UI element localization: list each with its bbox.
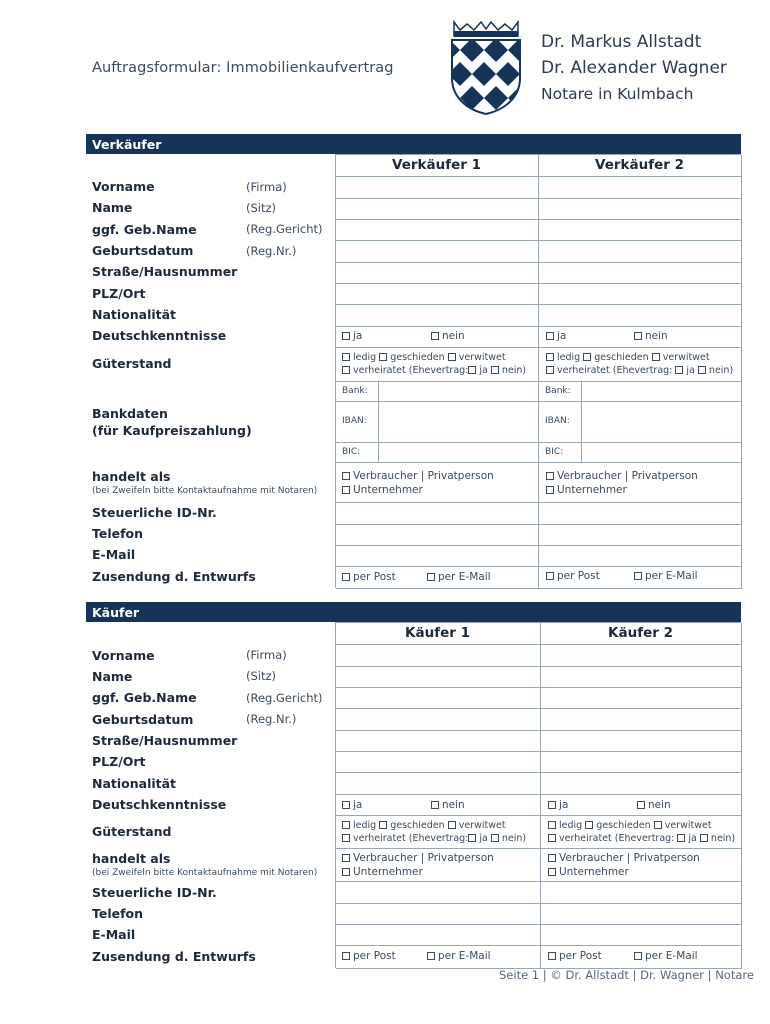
- seller1-bic-field[interactable]: [379, 443, 539, 463]
- s2-bank-label: Bank:: [545, 386, 571, 396]
- s1-gueterstand-row2[interactable]: verheiratet (Ehevertrag: ja nein): [342, 365, 526, 376]
- notary-name-1: Dr. Markus Allstadt: [541, 32, 702, 52]
- buyer-sub-regnr: (Reg.Nr.): [246, 712, 297, 726]
- label-telefon: Telefon: [92, 526, 144, 541]
- buyer2-gebname-field[interactable]: [541, 688, 742, 709]
- b1-post-checkbox[interactable]: per Post: [342, 950, 396, 962]
- seller2-vorname-field[interactable]: [539, 177, 742, 199]
- buyer1-strasse-field[interactable]: [336, 731, 541, 752]
- sub-reggericht: (Reg.Gericht): [246, 222, 323, 236]
- label-geburtsdatum: Geburtsdatum: [92, 243, 194, 258]
- page-footer: Seite 1 | © Dr. Allstadt | Dr. Wagner | Notare: [499, 968, 754, 982]
- s1-unternehmer-checkbox[interactable]: Unternehmer: [342, 484, 423, 496]
- b2-nein-checkbox[interactable]: nein: [637, 799, 671, 811]
- notary-location: Notare in Kulmbach: [541, 85, 694, 103]
- buyer-label-steuer: Steuerliche ID-Nr.: [92, 885, 217, 900]
- buyer2-name-field[interactable]: [541, 667, 742, 688]
- buyer2-email-field[interactable]: [541, 925, 742, 946]
- seller1-email-field[interactable]: [336, 546, 539, 567]
- seller2-iban-field[interactable]: [582, 402, 742, 443]
- seller2-gebname-field[interactable]: [539, 220, 742, 241]
- buyer-section-header: Käufer: [86, 602, 741, 622]
- buyer2-column-header: Käufer 2: [608, 625, 673, 641]
- buyer1-email-field[interactable]: [336, 925, 541, 946]
- s2-post-checkbox[interactable]: per Post: [546, 570, 600, 582]
- seller2-geburtsdatum-field[interactable]: [539, 241, 742, 263]
- s2-bic-label: BIC:: [545, 447, 564, 457]
- s1-bic-label: BIC:: [342, 447, 361, 457]
- buyer-note-handelt: (bei Zweifeln bitte Kontaktaufnahme mit Notaren): [92, 868, 318, 878]
- buyer-label-deutschkenntnisse: Deutschkenntnisse: [92, 797, 227, 812]
- seller2-strasse-field[interactable]: [539, 263, 742, 284]
- buyer-label-vorname: Vorname: [92, 648, 155, 663]
- buyer-sub-firma: (Firma): [246, 648, 287, 662]
- buyer1-name-field[interactable]: [336, 667, 541, 688]
- b2-unternehmer-checkbox[interactable]: Unternehmer: [548, 866, 629, 878]
- buyer1-gebname-field[interactable]: [336, 688, 541, 709]
- note-handelt: (bei Zweifeln bitte Kontaktaufnahme mit Notaren): [92, 486, 318, 496]
- seller2-telefon-field[interactable]: [539, 525, 742, 546]
- seller1-plz-field[interactable]: [336, 284, 539, 305]
- label-bankdaten: Bankdaten: [92, 406, 168, 421]
- seller1-column-header: Verkäufer 1: [391, 157, 481, 173]
- buyer-sub-sitz: (Sitz): [246, 669, 277, 683]
- b2-ja-checkbox[interactable]: ja: [548, 799, 568, 811]
- b1-unternehmer-checkbox[interactable]: Unternehmer: [342, 866, 423, 878]
- label-steuer: Steuerliche ID-Nr.: [92, 505, 217, 520]
- buyer-label-telefon: Telefon: [92, 906, 144, 921]
- b2-verbraucher-checkbox[interactable]: Verbraucher | Privatperson: [548, 852, 700, 864]
- seller1-nationalitaet-field[interactable]: [336, 305, 539, 327]
- buyer1-vorname-field[interactable]: [336, 645, 541, 667]
- buyer1-plz-field[interactable]: [336, 752, 541, 773]
- buyer-label-email: E-Mail: [92, 927, 136, 942]
- buyer-sub-reggericht: (Reg.Gericht): [246, 691, 323, 705]
- s2-ja-checkbox[interactable]: ja: [546, 330, 566, 342]
- buyer-label-handelt: handelt als: [92, 851, 171, 866]
- s1-nein-checkbox[interactable]: nein: [431, 330, 465, 342]
- buyer-label-gueterstand: Güterstand: [92, 824, 172, 839]
- seller2-plz-field[interactable]: [539, 284, 742, 305]
- sub-firma: (Firma): [246, 180, 287, 194]
- label-zusendung: Zusendung d. Entwurfs: [92, 569, 256, 584]
- label-deutschkenntnisse: Deutschkenntnisse: [92, 328, 227, 343]
- buyer-grid: [335, 622, 741, 968]
- label-gueterstand: Güterstand: [92, 356, 172, 371]
- form-title: Auftragsformular: Immobilienkaufvertrag: [92, 60, 394, 76]
- s1-post-checkbox[interactable]: per Post: [342, 571, 396, 583]
- label-gebname: ggf. Geb.Name: [92, 222, 197, 237]
- label-nationalitaet: Nationalität: [92, 307, 177, 322]
- seller2-bank-field[interactable]: [582, 382, 742, 402]
- seller2-nationalitaet-field[interactable]: [539, 305, 742, 327]
- buyer1-telefon-field[interactable]: [336, 904, 541, 925]
- label-email: E-Mail: [92, 547, 136, 562]
- seller1-gebname-field[interactable]: [336, 220, 539, 241]
- buyer2-plz-field[interactable]: [541, 752, 742, 773]
- buyer-label-gebname: ggf. Geb.Name: [92, 690, 197, 705]
- s1-ja-checkbox[interactable]: ja: [342, 330, 362, 342]
- buyer2-steuer-field[interactable]: [541, 882, 742, 904]
- b1-mail-checkbox[interactable]: per E-Mail: [427, 950, 491, 962]
- s1-mail-checkbox[interactable]: per E-Mail: [427, 571, 491, 583]
- s1-verbraucher-checkbox[interactable]: Verbraucher | Privatperson: [342, 470, 494, 482]
- seller1-steuer-field[interactable]: [336, 503, 539, 525]
- s1-iban-label: IBAN:: [342, 416, 367, 426]
- b2-post-checkbox[interactable]: per Post: [548, 950, 602, 962]
- label-name: Name: [92, 200, 133, 215]
- b2-mail-checkbox[interactable]: per E-Mail: [634, 950, 698, 962]
- seller2-steuer-field[interactable]: [539, 503, 742, 525]
- seller-section-header: Verkäufer: [86, 134, 741, 154]
- b2-gueterstand-row1[interactable]: ledig geschieden verwitwet: [548, 820, 712, 831]
- s1-gueterstand-row1[interactable]: ledig geschieden verwitwet: [342, 352, 506, 363]
- buyer1-geburtsdatum-field[interactable]: [336, 709, 541, 731]
- buyer2-strasse-field[interactable]: [541, 731, 742, 752]
- sub-sitz: (Sitz): [246, 201, 277, 215]
- buyer-label-geburtsdatum: Geburtsdatum: [92, 712, 194, 727]
- b1-verbraucher-checkbox[interactable]: Verbraucher | Privatperson: [342, 852, 494, 864]
- s2-nein-checkbox[interactable]: nein: [634, 330, 668, 342]
- buyer1-nationalitaet-field[interactable]: [336, 773, 541, 795]
- b1-gueterstand-row2[interactable]: verheiratet (Ehevertrag: ja nein): [342, 833, 526, 844]
- sub-regnr: (Reg.Nr.): [246, 244, 297, 258]
- label-handelt: handelt als: [92, 469, 171, 484]
- seller1-iban-field[interactable]: [379, 402, 539, 443]
- b1-ja-checkbox[interactable]: ja: [342, 799, 362, 811]
- b1-gueterstand-row1[interactable]: ledig geschieden verwitwet: [342, 820, 506, 831]
- seller1-telefon-field[interactable]: [336, 525, 539, 546]
- buyer-label-strasse: Straße/Hausnummer: [92, 733, 238, 748]
- seller1-vorname-field[interactable]: [336, 177, 539, 199]
- notary-names: [541, 29, 727, 107]
- seller2-email-field[interactable]: [539, 546, 742, 567]
- buyer1-column-header: Käufer 1: [405, 625, 470, 641]
- buyer-label-plz: PLZ/Ort: [92, 754, 146, 769]
- b2-gueterstand-row2[interactable]: verheiratet (Ehevertrag: ja nein): [548, 833, 735, 844]
- s2-unternehmer-checkbox[interactable]: Unternehmer: [546, 484, 627, 496]
- seller1-geburtsdatum-field[interactable]: [336, 241, 539, 263]
- label-plz: PLZ/Ort: [92, 286, 146, 301]
- seller2-column-header: Verkäufer 2: [594, 157, 684, 173]
- buyer2-geburtsdatum-field[interactable]: [541, 709, 742, 731]
- s1-bank-label: Bank:: [342, 386, 368, 396]
- label-strasse: Straße/Hausnummer: [92, 264, 238, 279]
- seller1-strasse-field[interactable]: [336, 263, 539, 284]
- label-vorname: Vorname: [92, 179, 155, 194]
- b1-nein-checkbox[interactable]: nein: [431, 799, 465, 811]
- buyer-label-zusendung: Zusendung d. Entwurfs: [92, 949, 256, 964]
- buyer-label-nationalitaet: Nationalität: [92, 776, 177, 791]
- s2-mail-checkbox[interactable]: per E-Mail: [634, 570, 698, 582]
- bavarian-lozenge-crest-icon: [448, 20, 524, 116]
- notary-name-2: Dr. Alexander Wagner: [541, 58, 727, 78]
- s2-verbraucher-checkbox[interactable]: Verbraucher | Privatperson: [546, 470, 698, 482]
- seller1-name-field[interactable]: [336, 199, 539, 220]
- seller2-name-field[interactable]: [539, 199, 742, 220]
- s2-iban-label: IBAN:: [545, 416, 570, 426]
- buyer2-nationalitaet-field[interactable]: [541, 773, 742, 795]
- label-bankdaten-sub: (für Kaufpreiszahlung): [92, 423, 252, 438]
- seller1-bank-field[interactable]: [379, 382, 539, 402]
- s2-gueterstand-row2[interactable]: verheiratet (Ehevertrag: ja nein): [546, 365, 733, 376]
- buyer2-vorname-field[interactable]: [541, 645, 742, 667]
- buyer2-telefon-field[interactable]: [541, 904, 742, 925]
- buyer1-steuer-field[interactable]: [336, 882, 541, 904]
- s2-gueterstand-row1[interactable]: ledig geschieden verwitwet: [546, 352, 710, 363]
- buyer-label-name: Name: [92, 669, 133, 684]
- seller2-bic-field[interactable]: [582, 443, 742, 463]
